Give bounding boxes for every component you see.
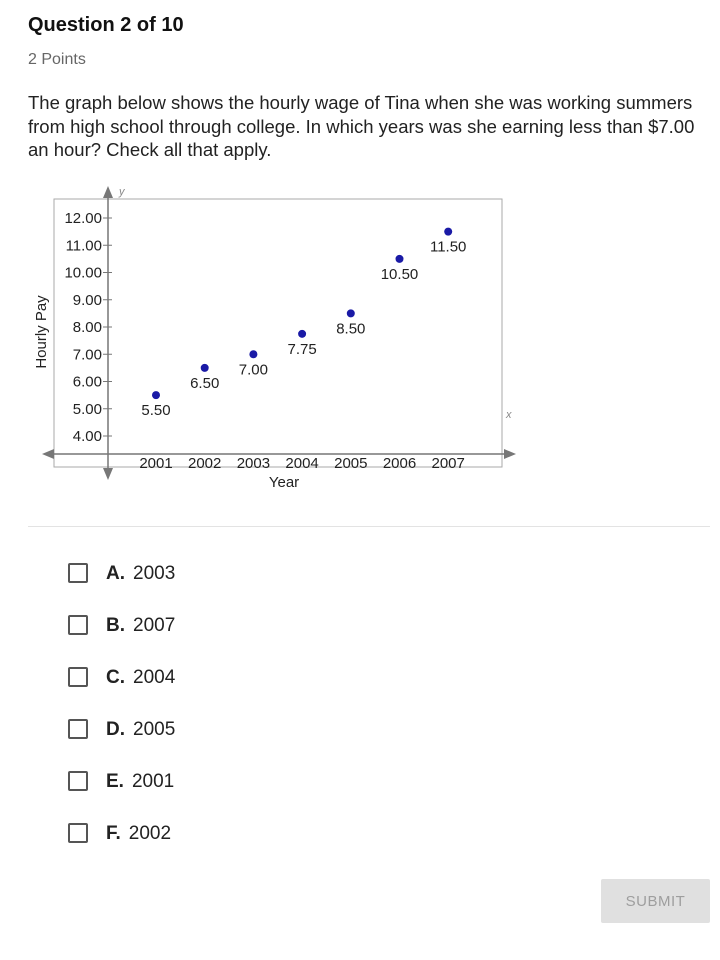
data-point xyxy=(396,255,404,263)
data-label: 7.00 xyxy=(238,361,269,379)
divider xyxy=(28,526,710,527)
option-value: 2001 xyxy=(131,771,175,792)
data-label: 5.50 xyxy=(141,402,171,420)
option-letter: A. xyxy=(106,563,125,584)
data-point xyxy=(249,350,257,358)
data-point xyxy=(444,228,452,236)
x-tick-label: 2003 xyxy=(236,455,271,472)
y-tick-label: 10.00 xyxy=(64,264,102,282)
y-tick-label: 5.00 xyxy=(72,400,102,418)
option-value: 2005 xyxy=(133,719,176,740)
y-axis-up-arrow xyxy=(103,186,113,198)
y-tick-label: 12.00 xyxy=(64,210,102,227)
checkbox[interactable] xyxy=(68,615,88,635)
question-title: Question 2 of 10 xyxy=(28,14,184,36)
option-text xyxy=(106,556,175,592)
option-letter: C. xyxy=(106,667,125,688)
checkbox[interactable] xyxy=(68,823,88,843)
data-point xyxy=(298,330,306,338)
y-axis-down-arrow xyxy=(103,468,113,480)
x-tick-label: 2002 xyxy=(188,455,222,472)
submit-button[interactable]: SUBMIT xyxy=(601,879,710,923)
x-axis-right-arrow xyxy=(504,449,516,459)
option-letter: F. xyxy=(106,823,121,844)
x-axis-letter: x xyxy=(506,409,512,421)
y-tick-label: 6.00 xyxy=(72,373,102,391)
x-tick-label: 2006 xyxy=(382,455,417,472)
option-text xyxy=(106,712,175,748)
data-label: 6.50 xyxy=(190,374,220,392)
x-tick-label: 2001 xyxy=(139,455,173,472)
option-letter: D. xyxy=(106,719,125,740)
x-axis-left-arrow xyxy=(42,449,54,459)
points-label: 2 Points xyxy=(28,51,86,68)
option-text xyxy=(106,608,175,644)
checkbox[interactable] xyxy=(68,563,88,583)
data-point xyxy=(201,364,209,372)
answer-option[interactable] xyxy=(68,816,175,868)
checkbox[interactable] xyxy=(68,771,88,791)
y-tick-label: 11.00 xyxy=(65,237,102,255)
answer-option[interactable] xyxy=(68,556,175,608)
y-axis-letter: y xyxy=(119,186,125,198)
y-tick-label: 7.00 xyxy=(72,346,102,364)
wage-chart xyxy=(28,180,528,500)
question-text: The graph below shows the hourly wage of Tina when she was working summers from high school through college. In which years was she earning less than $7.00 an hour? Check all that apply. xyxy=(28,92,695,160)
option-value: 2003 xyxy=(133,563,176,584)
option-value: 2002 xyxy=(128,823,172,844)
y-tick-label: 8.00 xyxy=(72,319,102,336)
data-label: 10.50 xyxy=(380,265,419,283)
option-value: 2004 xyxy=(133,667,176,688)
checkbox[interactable] xyxy=(68,667,88,687)
option-text xyxy=(106,816,171,852)
option-letter: B. xyxy=(106,615,125,636)
x-tick-label: 2004 xyxy=(285,455,319,472)
x-tick-label: 2007 xyxy=(431,455,465,472)
x-tick-label: 2005 xyxy=(334,455,368,472)
option-text xyxy=(106,764,174,800)
y-tick-label: 9.00 xyxy=(72,291,102,309)
answer-options xyxy=(68,556,175,868)
answer-option[interactable] xyxy=(68,712,175,764)
answer-option[interactable] xyxy=(68,660,175,712)
answer-option[interactable] xyxy=(68,608,175,660)
data-label: 11.50 xyxy=(429,238,467,256)
option-text xyxy=(106,660,175,696)
x-axis-title: Year xyxy=(268,474,300,491)
data-label: 8.50 xyxy=(336,320,366,338)
data-label: 7.75 xyxy=(287,340,317,358)
data-point xyxy=(152,391,160,399)
checkbox[interactable] xyxy=(68,719,88,739)
data-point xyxy=(347,309,355,317)
y-tick-label: 4.00 xyxy=(72,428,102,445)
chart-svg xyxy=(28,180,528,500)
y-axis-title: Hourly Pay xyxy=(33,295,50,369)
option-value: 2007 xyxy=(133,615,176,636)
answer-option[interactable] xyxy=(68,764,175,816)
option-letter: E. xyxy=(106,771,124,792)
